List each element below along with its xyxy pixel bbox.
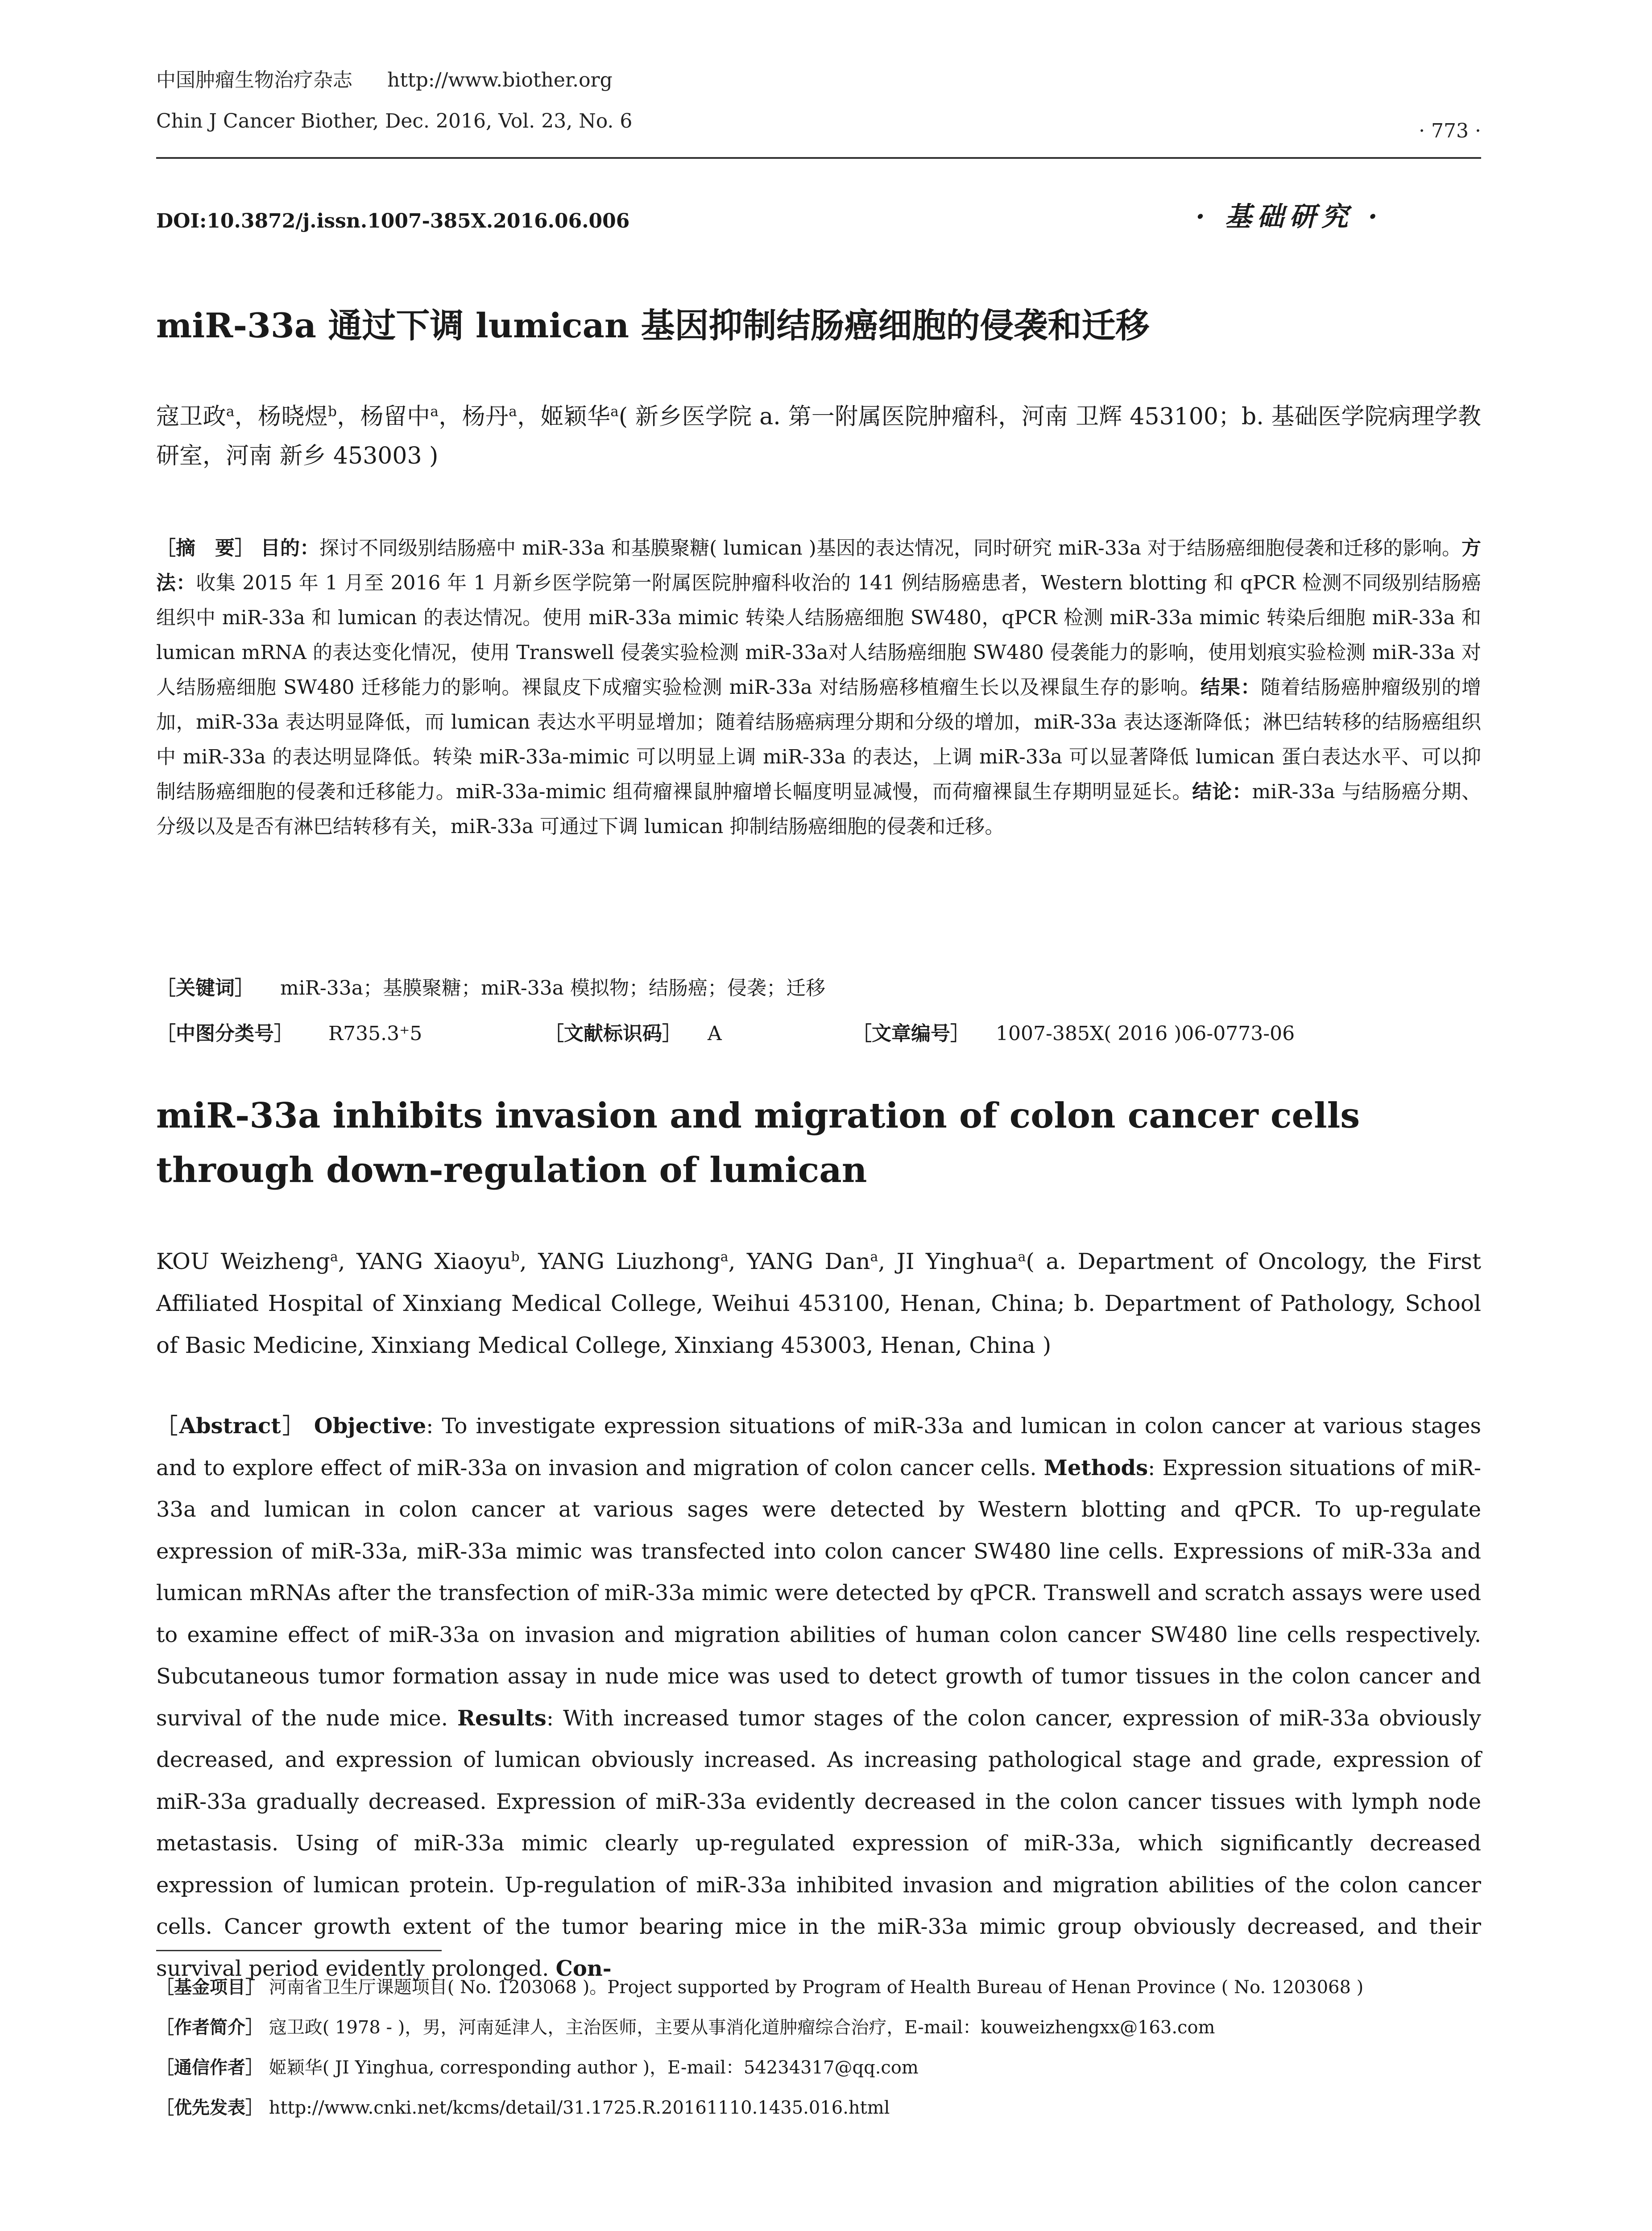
footnote-author-label: ［作者简介］ [156,2017,263,2038]
conclusion-cn: miR-33a 与结肠癌分期、分级以及是否有淋巴结转移有关，miR-33a 可通过下调 lumican 抑制结肠癌细胞的侵袭和迁移。 [156,780,1482,838]
footnote-fund-label: ［基金项目］ [156,1977,263,1998]
author-cn-2: 杨晓煜 [258,403,328,430]
author-cn-4: 杨丹 [462,403,509,430]
footnote-author-text: 寇卫政( 1978 - )，男，河南延津人，主治医师，主要从事消化道肿瘤综合治疗，E-mail：kouweizhengxx@163.com [269,2017,1215,2038]
keywords [156,971,825,1006]
doc-code-value: A [708,1022,722,1045]
objective-en: To investigate expression situations of miR-33a and lumican in colon cancer at various stages and to explore effect of miR-33a on invasion and migration of colon cancer cells. [156,1414,1482,1480]
header-rule [156,157,1481,159]
footnote-fund [156,1972,1363,2003]
footnote-priority [156,2093,890,2123]
author-cn-3: 杨留中 [360,403,431,430]
author-en-3: YANG Liuzhong [538,1248,720,1274]
authors-cn: 寇卫政$^a$，杨晓煜$^b$，杨留中$^a$，杨丹$^a$，姬颖华$^a$( 新乡医学院 a. 第一附属医院肿瘤科，河南 卫辉 453100；b. 基础医学院病理学教研室，河南 新乡 453003 ) [156,403,1481,469]
section-tag: · 基础研究 · [1196,201,1383,232]
journal-header-en: Chin J Cancer Biother, Dec. 2016, Vol. 23, No. 6 [156,110,633,133]
abstract-en: ［Abstract］ Objective: To investigate expression situations of miR-33a and lumican in colon cancer at various stages and to explore effect of miR-33a on invasion and migration of colon cancer cells. Methods: Expression situations of miR-33a and lumican in colon cancer at various sages were detected by Western blotting and qPCR. To up-regulate expression of miR-33a, miR-33a mimic was transfected into colon cancer SW480 line cells. Expressions of miR-33a and lumican mRNAs after the transfection of miR-33a mimic were detected by qPCR. Transwell and scratch assays were used to examine effect of miR-33a on invasion and migration abilities of human colon cancer SW480 line cells respectively. Subcutaneous tumor formation assay in nude mice was used to detect growth of tumor tissues in the colon cancer and survival of the nude mice. Results: With increased tumor stages of the colon cancer, expression of miR-33a obviously decreased, and expression of lumican obviously increased. As increasing pathological stage and grade, expression of miR-33a gradually decreased. Expression of miR-33a evidently decreased in the colon cancer tissues with lymph node metastasis. Using of miR-33a mimic clearly up-regulated expression of miR-33a, which significantly decreased expression of lumican protein. Up-regulation of miR-33a inhibited invasion and migration abilities of the colon cancer cells. Cancer growth extent of the tumor bearing mice in the miR-33a mimic group obviously decreased, and their survival period evidently prolonged. Con- [156,1414,1482,1981]
author-en-5: JI Yinghua [896,1248,1018,1274]
author-en-2: YANG Xiaoyu [356,1248,511,1274]
affiliation-cn: ( 新乡医学院 a. 第一附属医院肿瘤科，河南 卫辉 453100；b. 基础医学院病理学教研室，河南 新乡 453003 ) [156,403,1481,469]
author-cn-1: 寇卫政 [156,403,226,430]
results-en-label: Results [457,1705,547,1731]
objective-en-label: Objective [314,1414,426,1439]
results-cn: 随着结肠癌肿瘤级别的增加，miR-33a 表达明显降低，而 lumican 表达水平明显增加；随着结肠癌病理分期和分级的增加，miR-33a 表达逐渐降低；淋巴结转移的结肠癌组织中 miR-33a 的表达明显降低。转染 miR-33a-mimic 可以明显上调 miR-33a 的表达，上调 miR-33a 可以显著降低 lumican 蛋白表达水平、可以抑制结肠癌细胞的侵袭和迁移能力。miR-33a-mimic 组荷瘤裸鼠肿瘤增长幅度明显减慢，而荷瘤裸鼠生存期明显延长。 [156,676,1482,803]
results-en: With increased tumor stages of the colon cancer, expression of miR-33a obviously decreased, and expression of lumican obviously increased. As increasing pathological stage and grade, expression of miR-33a gradually decreased. Expression of miR-33a evidently decreased in the colon cancer tissues with lymph node metastasis. Using of miR-33a mimic clearly up-regulated expression of miR-33a, which significantly decreased expression of lumican protein. Up-regulation of miR-33a inhibited invasion and migration abilities of the colon cancer cells. Cancer growth extent of the tumor bearing mice in the miR-33a mimic group obviously decreased, and their survival period evidently prolonged. [156,1705,1482,1981]
doc-code [544,1016,722,1051]
title-en: miR-33a inhibits invasion and migration of colon cancer cells through down-regulation of lumican [156,1095,1360,1190]
journal-name-cn: 中国肿瘤生物治疗杂志 [156,69,352,91]
abstract-cn-label: ［摘 要］ [156,537,255,560]
clc-label: ［中图分类号］ [156,1022,294,1045]
article-number-value: 1007-385X( 2016 )06-0773-06 [996,1022,1295,1045]
footnote-fund-text: 河南省卫生厅课题项目( No. 1203068 )。Project supported by Program of Health Bureau of Henan Province ( No. 1203068 ) [269,1977,1364,1998]
journal-url[interactable]: http://www.biother.org [387,69,613,91]
affiliation-en: ( a. Department of Oncology, the First Affiliated Hospital of Xinxiang Medical College, Weihui 453100, Henan, China; b. Department of Pathology, School of Basic Medicine, Xinxiang Medical College, Xinxiang 453003, Henan, China ) [156,1248,1481,1358]
doc-code-label: ［文献标识码］ [544,1022,682,1045]
conclusion-cn-label: 结论： [1192,780,1252,803]
footnote-corresponding [156,2053,919,2083]
article-number-label: ［文章编号］ [852,1022,970,1045]
methods-en: Expression situations of miR-33a and lumican in colon cancer at various sages were detected by Western blotting and qPCR. To up-regulate expression of miR-33a, miR-33a mimic was transfected into colon cancer SW480 line cells. Expressions of miR-33a and lumican mRNAs after the transfection of miR-33a mimic were detected by qPCR. Transwell and scratch assays were used to examine effect of miR-33a on invasion and migration abilities of human colon cancer SW480 line cells respectively. Subcutaneous tumor formation assay in nude mice was used to detect growth of tumor tissues in the colon cancer and survival of the nude mice. [156,1455,1482,1731]
clc [156,1016,422,1051]
doi: DOI:10.3872/j.issn.1007-385X.2016.06.006 [156,210,630,232]
author-cn-5: 姬颖华 [540,403,611,430]
abstract-en-label: ［Abstract］ [156,1414,306,1439]
footnote-priority-link[interactable]: http://www.cnki.net/kcms/detail/31.1725.R.20161110.1435.016.html [269,2098,890,2118]
author-en-1: KOU Weizheng [156,1248,330,1274]
clc-value: R735.3⁺5 [328,1022,422,1045]
journal-header-cn [156,66,613,95]
footnote-rule [156,1950,442,1951]
footnote-author [156,2012,1215,2043]
title-cn: miR-33a 通过下调 lumican 基因抑制结肠癌细胞的侵袭和迁移 [156,306,1150,345]
objective-cn-label: 目的： [261,537,320,560]
abstract-cn [156,531,1481,844]
footnote-priority-label: ［优先发表］ [156,2097,263,2118]
methods-cn: 收集 2015 年 1 月至 2016 年 1 月新乡医学院第一附属医院肿瘤科收治的 141 例结肠癌患者，Western blotting 和 qPCR 检测不同级别结肠癌组织中 miR-33a 和 lumican 的表达情况。使用 miR-33a mimic 转染人结肠癌细胞 SW480，qPCR 检测 miR-33a mimic 转染后细胞 miR-33a 和 lumican mRNA 的表达变化情况，使用 Transwell 侵袭实验检测 miR-33a对人结肠癌细胞 SW480 侵袭能力的影响，使用划痕实验检测 miR-33a 对人结肠癌细胞 SW480 迁移能力的影响。裸鼠皮下成瘤实验检测 miR-33a 对结肠癌移植瘤生长以及裸鼠生存的影响。 [156,572,1482,699]
results-cn-label: 结果： [1200,676,1261,699]
footnote-corresponding-text: 姬颖华( JI Yinghua, corresponding author )，E-mail：54234317@qq.com [269,2057,919,2078]
keywords-label: ［关键词］ [156,977,254,999]
page-number: · 773 · [1419,120,1481,142]
objective-cn: 探讨不同级别结肠癌中 miR-33a 和基膜聚糖( lumican )基因的表达情况，同时研究 miR-33a 对于结肠癌细胞侵袭和迁移的影响。 [319,537,1462,560]
author-en-4: YANG Dan [746,1248,870,1274]
authors-en: KOU Weizheng$^a$, YANG Xiaoyu$^b$, YANG Liuzhong$^a$, YANG Dan$^a$, JI Yinghua$^a$( a. Department of Oncology, the First Affiliated Hospital of Xinxiang Medical College, Weihui 453100, Henan, China; b. Department of Pathology, School of Basic Medicine, Xinxiang Medical College, Xinxiang 453003, Henan, China ) [156,1248,1481,1358]
keywords-text: miR-33a；基膜聚糖；miR-33a 模拟物；结肠癌；侵袭；迁移 [280,977,826,999]
footnote-corresponding-label: ［通信作者］ [156,2057,263,2078]
methods-cn-label: 方法： [156,537,1481,594]
conclusion-en-label: Con- [555,1956,612,1981]
methods-en-label: Methods [1043,1455,1148,1480]
article-number [852,1016,1295,1051]
